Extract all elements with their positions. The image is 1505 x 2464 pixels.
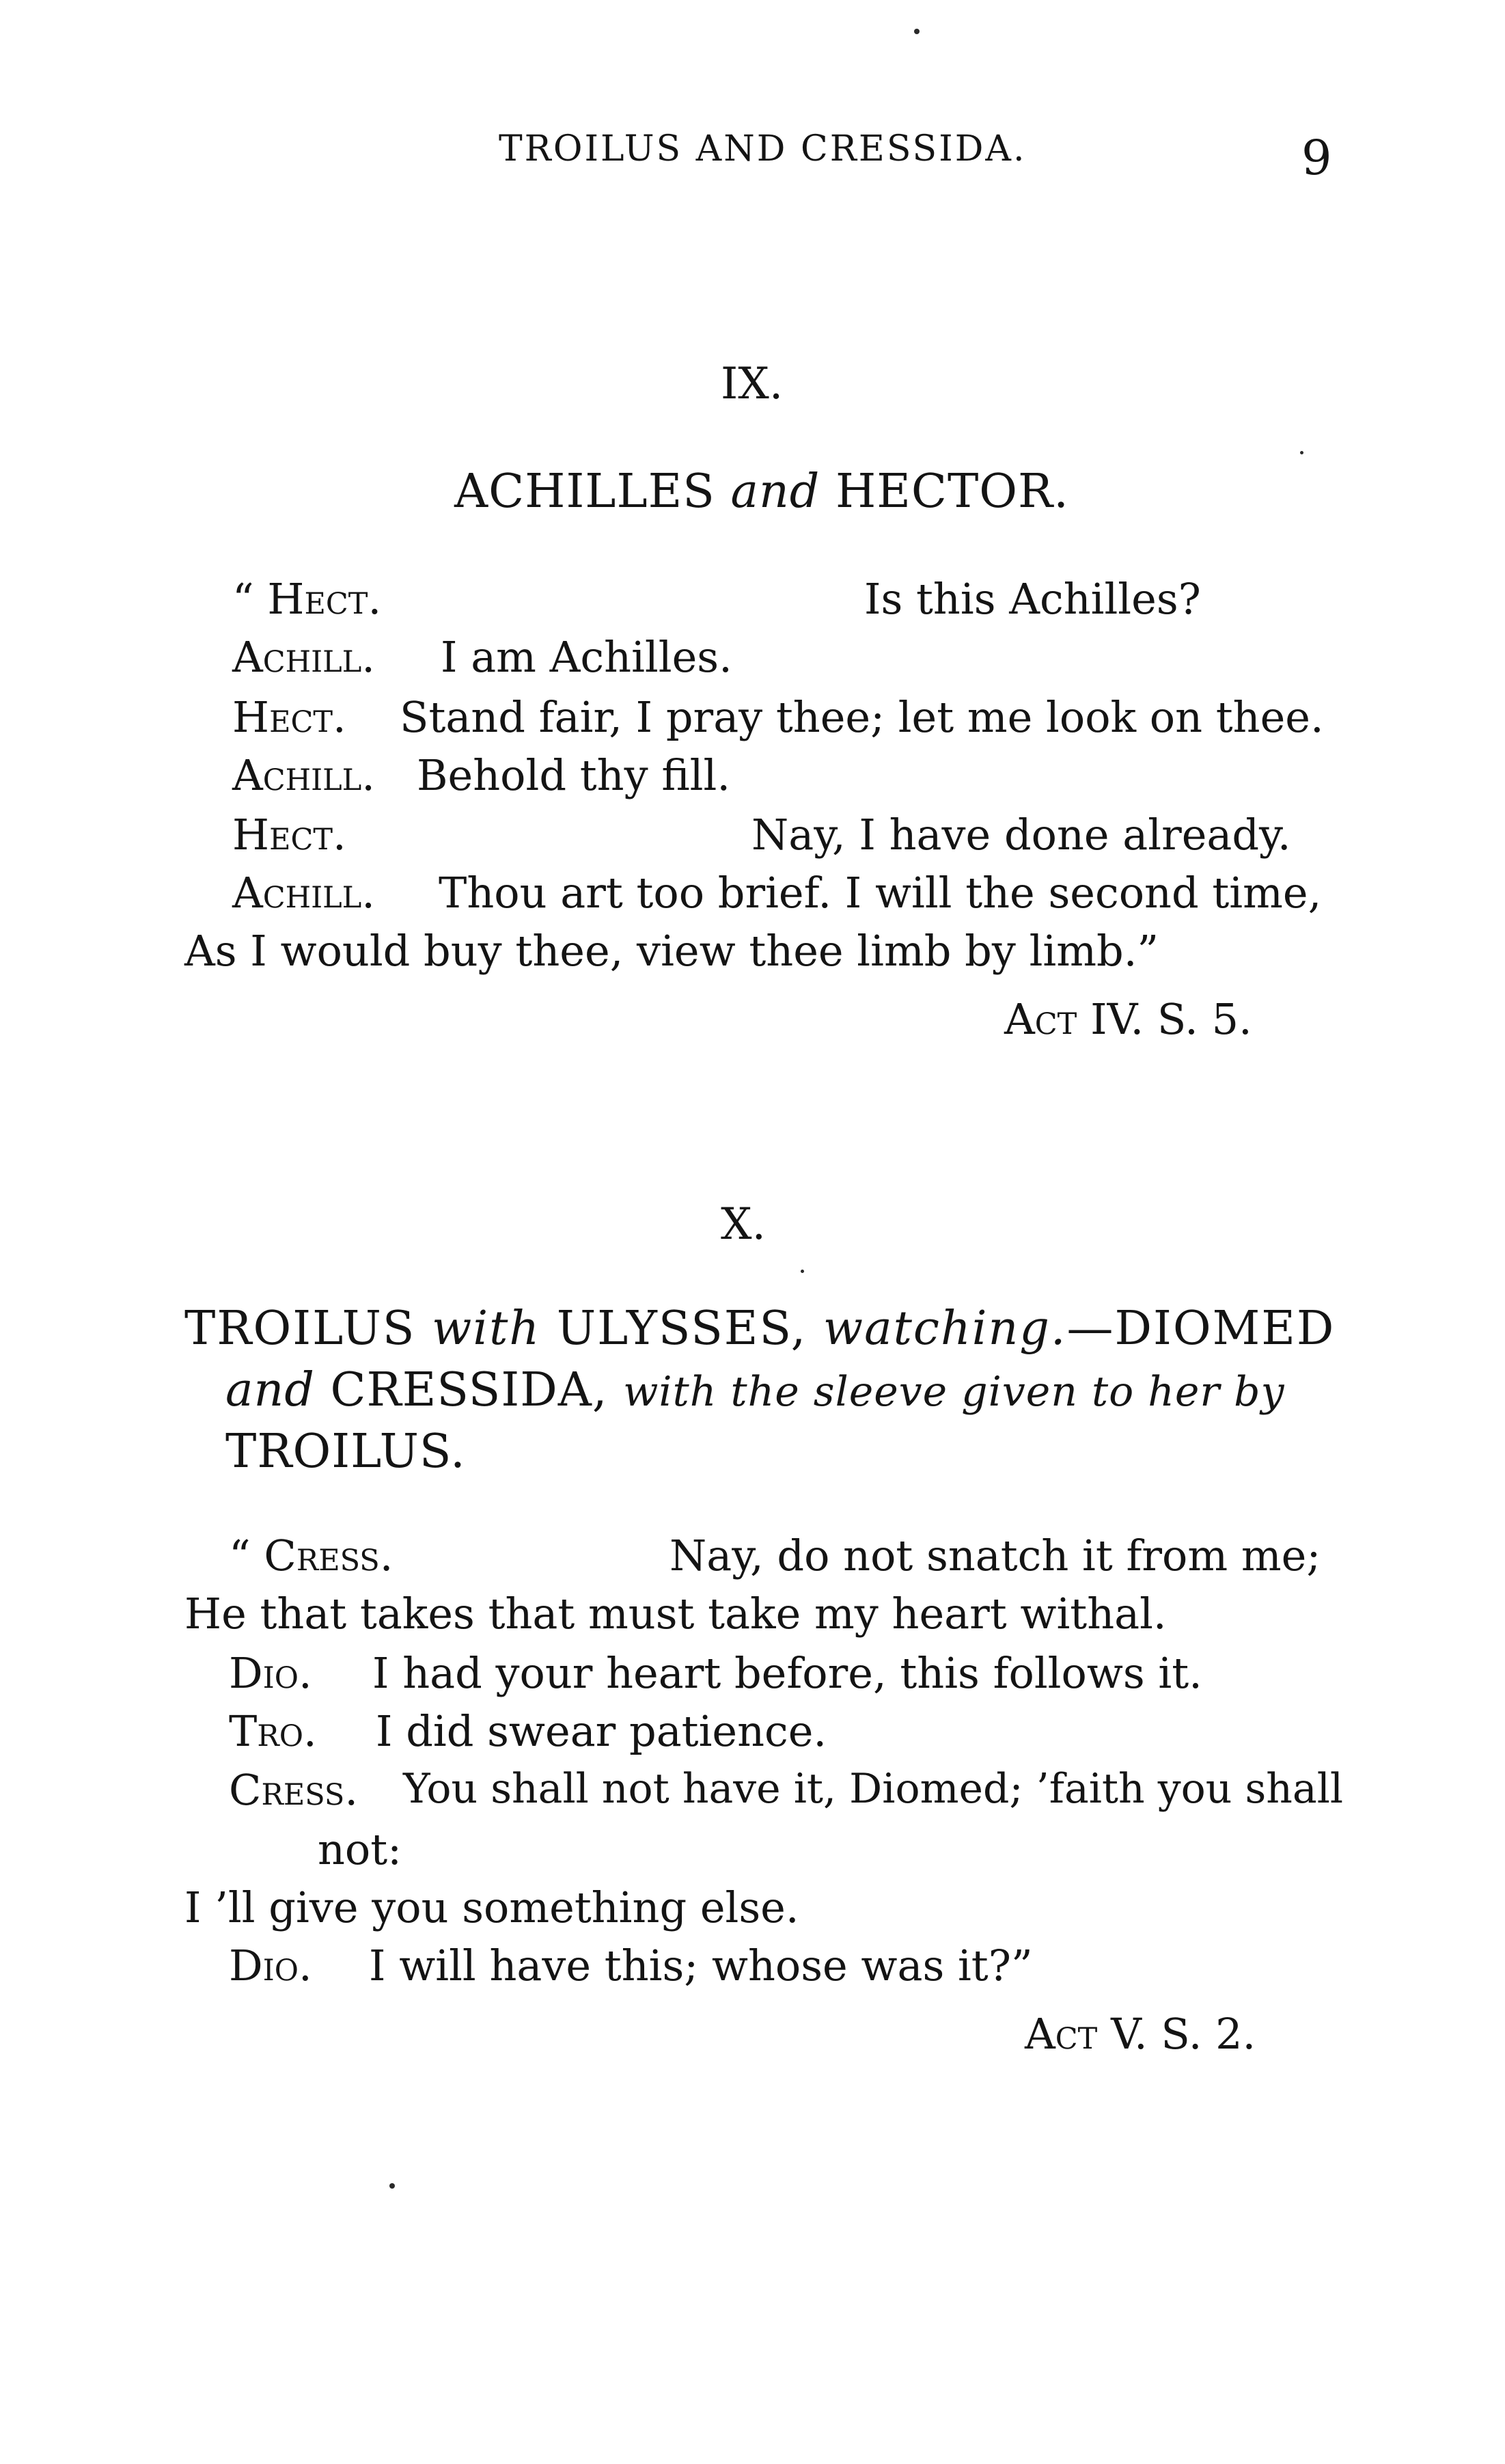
line-ix-6: Thou art too brief. I will the second time, [439, 868, 1322, 918]
line-ix-1: Is this Achilles? [864, 574, 1201, 624]
line-x-6: not: [318, 1824, 402, 1874]
section-ix-title [454, 465, 1069, 519]
speaker-hect-3: Hect. [232, 810, 346, 860]
title-conjunction: and [730, 465, 820, 519]
print-speck [801, 1270, 804, 1273]
speaker-achill-3: Achill. [232, 868, 375, 918]
speaker-hect-2: Hect. [232, 692, 346, 742]
running-title: TROILUS AND CRESSIDA. [499, 128, 1027, 169]
title-sleeve-phrase: with the sleeve given to her by [623, 1368, 1285, 1416]
line-ix-5: Nay, I have done already. [751, 810, 1291, 860]
line-x-7: I ’ll give you something else. [184, 1883, 799, 1932]
line-x-2: He that takes that must take my heart withal. [184, 1589, 1167, 1639]
title-troilus: TROILUS [184, 1302, 416, 1356]
section-x-numeral: X. [721, 1199, 766, 1250]
speaker-cress-2: Cress. [229, 1765, 359, 1815]
line-x-3: I had your heart before, this follows it. [372, 1648, 1202, 1698]
section-x-title-line-1 [184, 1302, 1335, 1356]
citation-ref: IV. S. 5. [1090, 994, 1252, 1044]
page-number: 9 [1301, 130, 1332, 186]
speaker-cress-1: “ Cress. [229, 1531, 393, 1580]
print-speck [389, 2183, 395, 2189]
title-name-hector: HECTOR. [835, 465, 1069, 519]
speaker-dio-1: Dio. [229, 1648, 312, 1698]
print-speck [1300, 451, 1303, 454]
title-name-achilles: ACHILLES [454, 465, 715, 519]
title-diomed: —DIOMED [1066, 1302, 1336, 1356]
line-ix-3: Stand fair, I pray thee; let me look on thee. [400, 692, 1324, 742]
speaker-hect-1: “ Hect. [232, 574, 382, 624]
title-and: and [225, 1363, 315, 1417]
line-ix-7: As I would buy thee, view thee limb by limb.” [184, 926, 1159, 976]
line-x-8: I will have this; whose was it?” [369, 1941, 1033, 1990]
print-speck [914, 29, 920, 34]
title-cressida: CRESSIDA, [330, 1363, 608, 1417]
title-ulysses: ULYSSES, [556, 1302, 807, 1356]
section-ix-numeral: IX. [721, 359, 784, 409]
line-x-1: Nay, do not snatch it from me; [669, 1531, 1321, 1580]
speaker-tro: Tro. [229, 1706, 317, 1756]
speaker-dio-2: Dio. [229, 1941, 312, 1990]
title-with: with [432, 1302, 541, 1356]
line-ix-4: Behold thy fill. [417, 750, 731, 800]
citation-act-label: Act [1004, 994, 1077, 1044]
section-x-title-line-3: TROILUS. [225, 1425, 466, 1479]
citation-act-label: Act [1025, 2009, 1098, 2059]
line-x-5: You shall not have it, Diomed; ’faith you shall [403, 1765, 1344, 1813]
citation-x [1025, 2009, 1256, 2059]
speaker-achill-1: Achill. [232, 632, 375, 682]
line-x-4: I did swear patience. [376, 1706, 827, 1756]
citation-ref: V. S. 2. [1111, 2009, 1256, 2059]
line-ix-2: I am Achilles. [441, 632, 732, 682]
speaker-achill-2: Achill. [232, 750, 375, 800]
citation-ix [1004, 994, 1252, 1044]
section-x-title-line-2 [225, 1363, 1285, 1417]
title-watching: watching. [823, 1302, 1067, 1356]
